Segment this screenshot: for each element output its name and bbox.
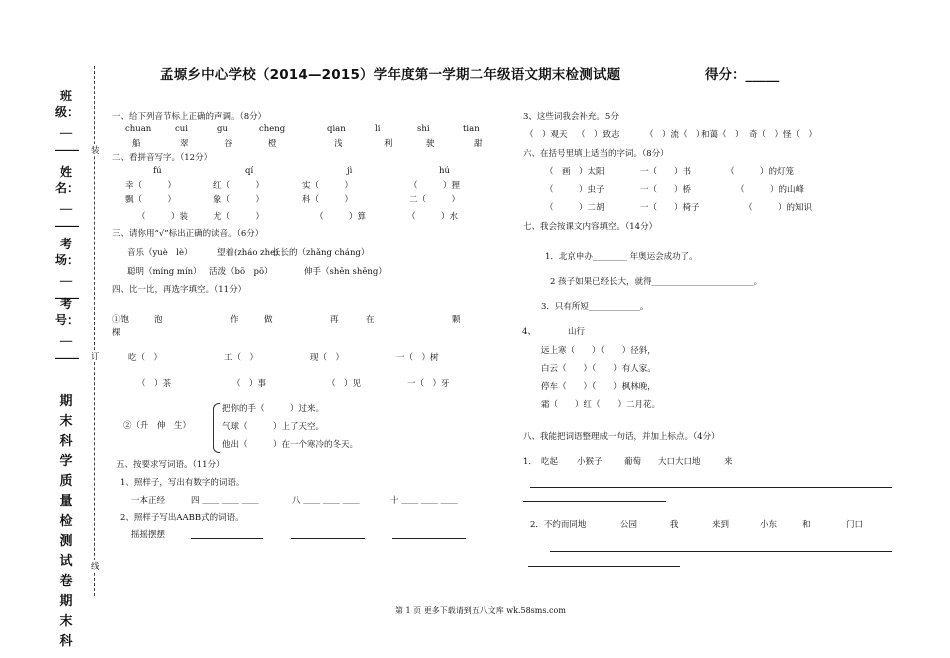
binding-mark-3: 线 [91,562,100,572]
answer-line [528,566,680,567]
answer-line [291,538,365,539]
q4-row-b: （ ）茶 （ ）事 （ ）见 一（ ）牙 [137,379,450,389]
r7-poem-number: 4、 [522,327,536,337]
r8-sentence-1: 1． 吃起 小猴子 葡萄 大口大口地 来 [523,457,733,467]
q4-heading: 四、比一比，再选字填空。（11分） [112,285,247,295]
q5-sub-2: 2、照样子写出AABB式的词语。 [120,513,244,523]
binding-mark-2: 订 [91,352,100,362]
answer-line [523,501,666,502]
page-title: 孟塬乡中心学校（2014—2015）学年度第一学期二年级语文期末检测试题 [160,67,621,83]
q3-heading: 三、请你用“√”标出正确的读音。（6分） [112,229,264,239]
r6-row-2: （ ）虫子 一（ ）桥 （ ）的山峰 [545,185,805,195]
r6-heading: 六、在括号里填上适当的字词。（8分） [523,149,669,159]
q1-pinyin: chuan cui gu cheng qian li shi tian [125,124,480,134]
r7-poem-line-3: 停车（ ）（ ）枫林晚， [541,382,656,392]
q4-brace-line-3: 他出（ ）在一个寒冷的冬天。 [222,440,359,450]
room-label: 考场：＿____ [55,237,80,299]
r7-line-2: 2 孩子如果已经长大，就得________________________。 [550,277,763,287]
answer-line [550,551,892,552]
q5-example-1: 一本正经 [131,496,166,506]
q4-brace-label: ②（升 伸 生） [123,421,192,431]
score-field: 得分：_____ [705,67,780,83]
r8-sentence-2: 2．不约而同地 公园 我 来到 小东 和 门口 [530,520,864,530]
q1-heading: 一、给下列音节标上正确的声调。（8分） [112,112,267,122]
q4-brace-line-2: 气球（ ）上了天空。 [222,422,325,432]
q5-answer-1: 四 ＿＿ ＿＿ ＿＿ [191,496,259,506]
r6-row-1: （ 画 ）太阳 一（ ）书 （ ）的灯笼 [545,167,795,177]
q4-row-a: 吃（ ） 工（ ） 现（ ） 一（ ）树 [128,353,439,363]
q2-pinyin: fú qí jì hú [153,166,450,176]
q5-answer-3: 十 ＿＿ ＿＿ ＿＿ [390,496,458,506]
binding-mark-1: 装 [91,146,100,156]
answer-line [191,538,263,539]
q2-row-1: 幸（ ） 红（ ） 实（ ） （ ）狸 [125,181,461,191]
q2-row-2: 飘（ ） 象（ ） 科（ ） 二（ ） [125,195,461,205]
q2-heading: 二、看拼音写字。（12分） [112,153,213,163]
q3-row-2: 聪明（míng mín） 活泼（bō pō） 伸手（shēn shēng） [127,267,387,277]
r8-heading: 八、我能把词语整理成一句话，并加上标点。（4分） [523,432,720,442]
q5-heading: 五、按要求写词语。（11分） [116,460,225,470]
r7-heading: 七、我会按课文内容填空。（14分） [523,222,658,232]
r7-line-3: 3．只有所短____________。 [541,302,649,312]
r7-poem-line-2: 白云（ ）（ ）有人家。 [541,364,656,374]
exam-name-vertical: 期末科学质量检测试卷 期末科 [59,394,73,649]
q5-example-2: 摇摇摆摆 [131,530,166,540]
r3-items: （ ）观天 （ ）致志 （ ）流（ ）和蔼（ ） 奇（ ）怪（ ） [525,130,818,140]
page-footer: 第 1 页 更多下载请到五八文库 wk.58sms.com [395,606,566,615]
answer-line [530,487,892,488]
number-label: 考号：＿____ [55,297,80,359]
r7-poem-line-1: 远上寒（ ）（ ）径斜， [541,346,656,356]
q4-tail: 棵 [112,328,121,338]
r7-poem-line-4: 霜（ ）红（ ）二月花。 [541,400,661,410]
r7-poem-title: 山行 [568,327,586,337]
q4-words: ①饱 泡 作 做 再 在 颗 [112,315,461,325]
class-label: 班级：＿____ [55,89,80,151]
answer-line [392,538,466,539]
q2-row-3: （ ）装 尤（ ） （ ）算 （ ）水 [137,212,459,222]
r7-line-1: 1．北京申办________ 年奥运会成功了。 [545,252,698,262]
brace-icon [213,403,220,453]
q5-answer-2: 八 ＿＿ ＿＿ ＿＿ [292,496,360,506]
r6-row-3: （ ）二胡 一（ ）椅子 （ ）的知识 [545,203,813,213]
r3-heading: 3、这些词我会补充。5分 [523,112,619,122]
q5-sub-1: 1、照样子，写出有数字的词语。 [120,478,245,488]
name-label: 姓名：＿____ [55,165,80,227]
q4-brace-line-1: 把你的手（ ）过来。 [222,404,325,414]
q1-chars: 船 翠 谷 橙 浅 利 驶 甜 [132,139,483,149]
q3-row-1: 音乐（yuè lè） 望着(zháo zhe)长长的（zhǎng cháng） [127,248,370,258]
